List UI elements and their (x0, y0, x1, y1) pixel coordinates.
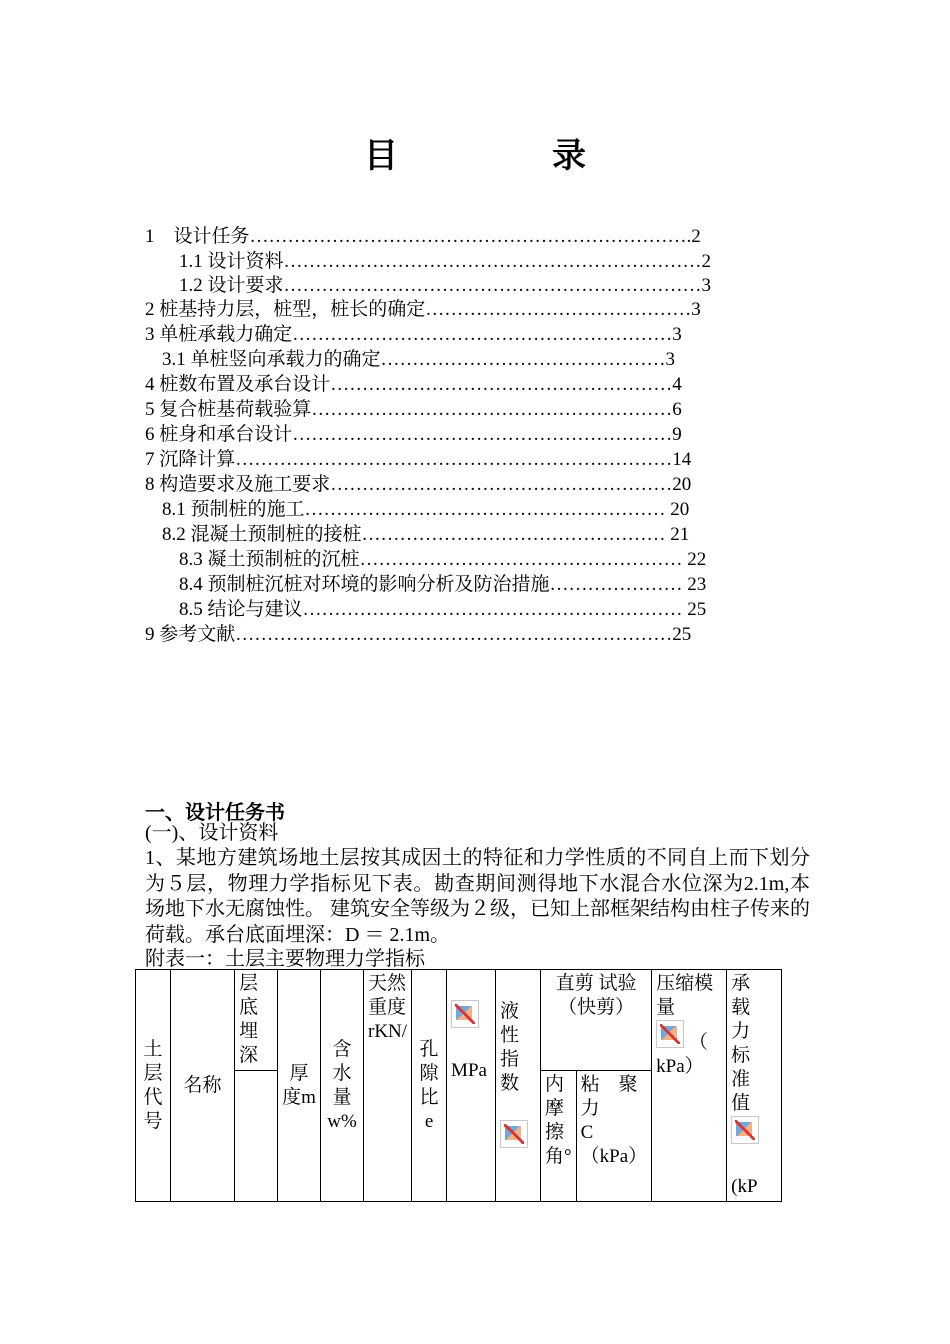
toc-entry[interactable]: 8.4 预制桩沉桩对环境的影响分析及防治措施………………… 23 (179, 574, 707, 595)
toc-entry[interactable]: 8.2 混凝土预制桩的接桩………………………………………… 21 (162, 524, 690, 545)
col-liquidity-label: 液性指数 (500, 1001, 520, 1094)
toc-entry[interactable]: 7 沉降计算……………………………………………………………14 (145, 449, 692, 470)
col-depth-lower (235, 1071, 278, 1202)
col-bearing-unit: (kP (731, 1176, 758, 1197)
col-density: 天然重度rKN/ (364, 970, 412, 1202)
col-modulus (447, 970, 496, 1202)
col-compression-modulus (652, 970, 727, 1202)
col-compression-label: 压缩模量 (656, 973, 714, 1018)
toc-entry[interactable]: 9 参考文献……………………………………………………………25 (145, 624, 692, 645)
toc-entry[interactable]: 1 设计任务…………………………………………………………….2 (145, 226, 701, 247)
toc-entry[interactable]: 2 桩基持力层，桩型，桩长的确定……………………………………3 (145, 299, 701, 320)
toc-entry[interactable]: 8 构造要求及施工要求………………………………………………20 (145, 474, 692, 495)
toc-title: 目 录 (364, 138, 646, 175)
toc-entry[interactable]: 4 桩数布置及承台设计………………………………………………4 (145, 374, 682, 395)
col-bearing-label: 承载力标准值 (731, 973, 751, 1114)
toc-entry[interactable]: 3.1 单桩竖向承载力的确定………………………………………3 (162, 349, 676, 370)
image-placeholder-icon (500, 1120, 528, 1148)
toc-entry[interactable]: 8.3 凝土预制桩的沉桩…………………………………………… 22 (179, 549, 707, 570)
col-name: 名称 (171, 970, 235, 1202)
col-bearing-capacity (727, 970, 782, 1202)
table-caption: 附表一：土层主要物理力学指标 (145, 948, 425, 970)
toc-entry[interactable]: 8.5 结论与建议…………………………………………………… 25 (179, 599, 707, 620)
col-water-content: 含水量w% (321, 970, 364, 1202)
col-modulus-label: MPa (451, 1060, 487, 1081)
section-heading: 一、设计任务书 (145, 802, 285, 824)
col-thickness: 厚度m (278, 970, 321, 1202)
col-direct-shear: 直剪 试验（快剪） (541, 970, 652, 1071)
col-soil-code: 土层代号 (136, 970, 171, 1202)
col-liquidity-index (496, 970, 541, 1202)
toc-entry[interactable]: 6 桩身和承台设计……………………………………………………9 (145, 424, 682, 445)
toc-entry[interactable]: 1.2 设计要求…………………………………………………………3 (179, 275, 712, 296)
image-placeholder-icon (451, 1000, 479, 1028)
col-void-ratio: 孔隙比e (412, 970, 447, 1202)
col-depth: 层底埋深 (235, 970, 278, 1071)
toc-entry[interactable]: 5 复合桩基荷载验算…………………………………………………6 (145, 399, 682, 420)
paragraph: 1、某地方建筑场地土层按其成因土的特征和力学性质的不同自上而下划分为５层，物理力学指标见下表。勘查期间测得地下水混合水位深为2.1m,本场地下水无腐蚀性。 建筑安全等级为２级，已知上部框架结构由柱子传来的荷载。承台底面埋深：D ＝ 2.1m。 (145, 847, 810, 946)
soil-properties-table (135, 969, 782, 1202)
sub-heading: (一)、设计资料 (145, 822, 279, 844)
col-friction-angle: 内摩擦角° (541, 1071, 577, 1202)
image-placeholder-icon (731, 1116, 759, 1144)
toc-entry[interactable]: 3 单桩承载力确定……………………………………………………3 (145, 324, 682, 345)
toc-entry[interactable]: 1.1 设计资料…………………………………………………………2 (179, 251, 712, 272)
toc-entry[interactable]: 8.1 预制桩的施工………………………………………………… 20 (162, 499, 690, 520)
col-cohesion: 粘 聚力 C（kPa） (576, 1071, 652, 1202)
image-placeholder-icon (656, 1020, 684, 1048)
col-compression-unit: kPa） (656, 1056, 704, 1077)
col-compression-paren: （ (688, 1032, 708, 1053)
